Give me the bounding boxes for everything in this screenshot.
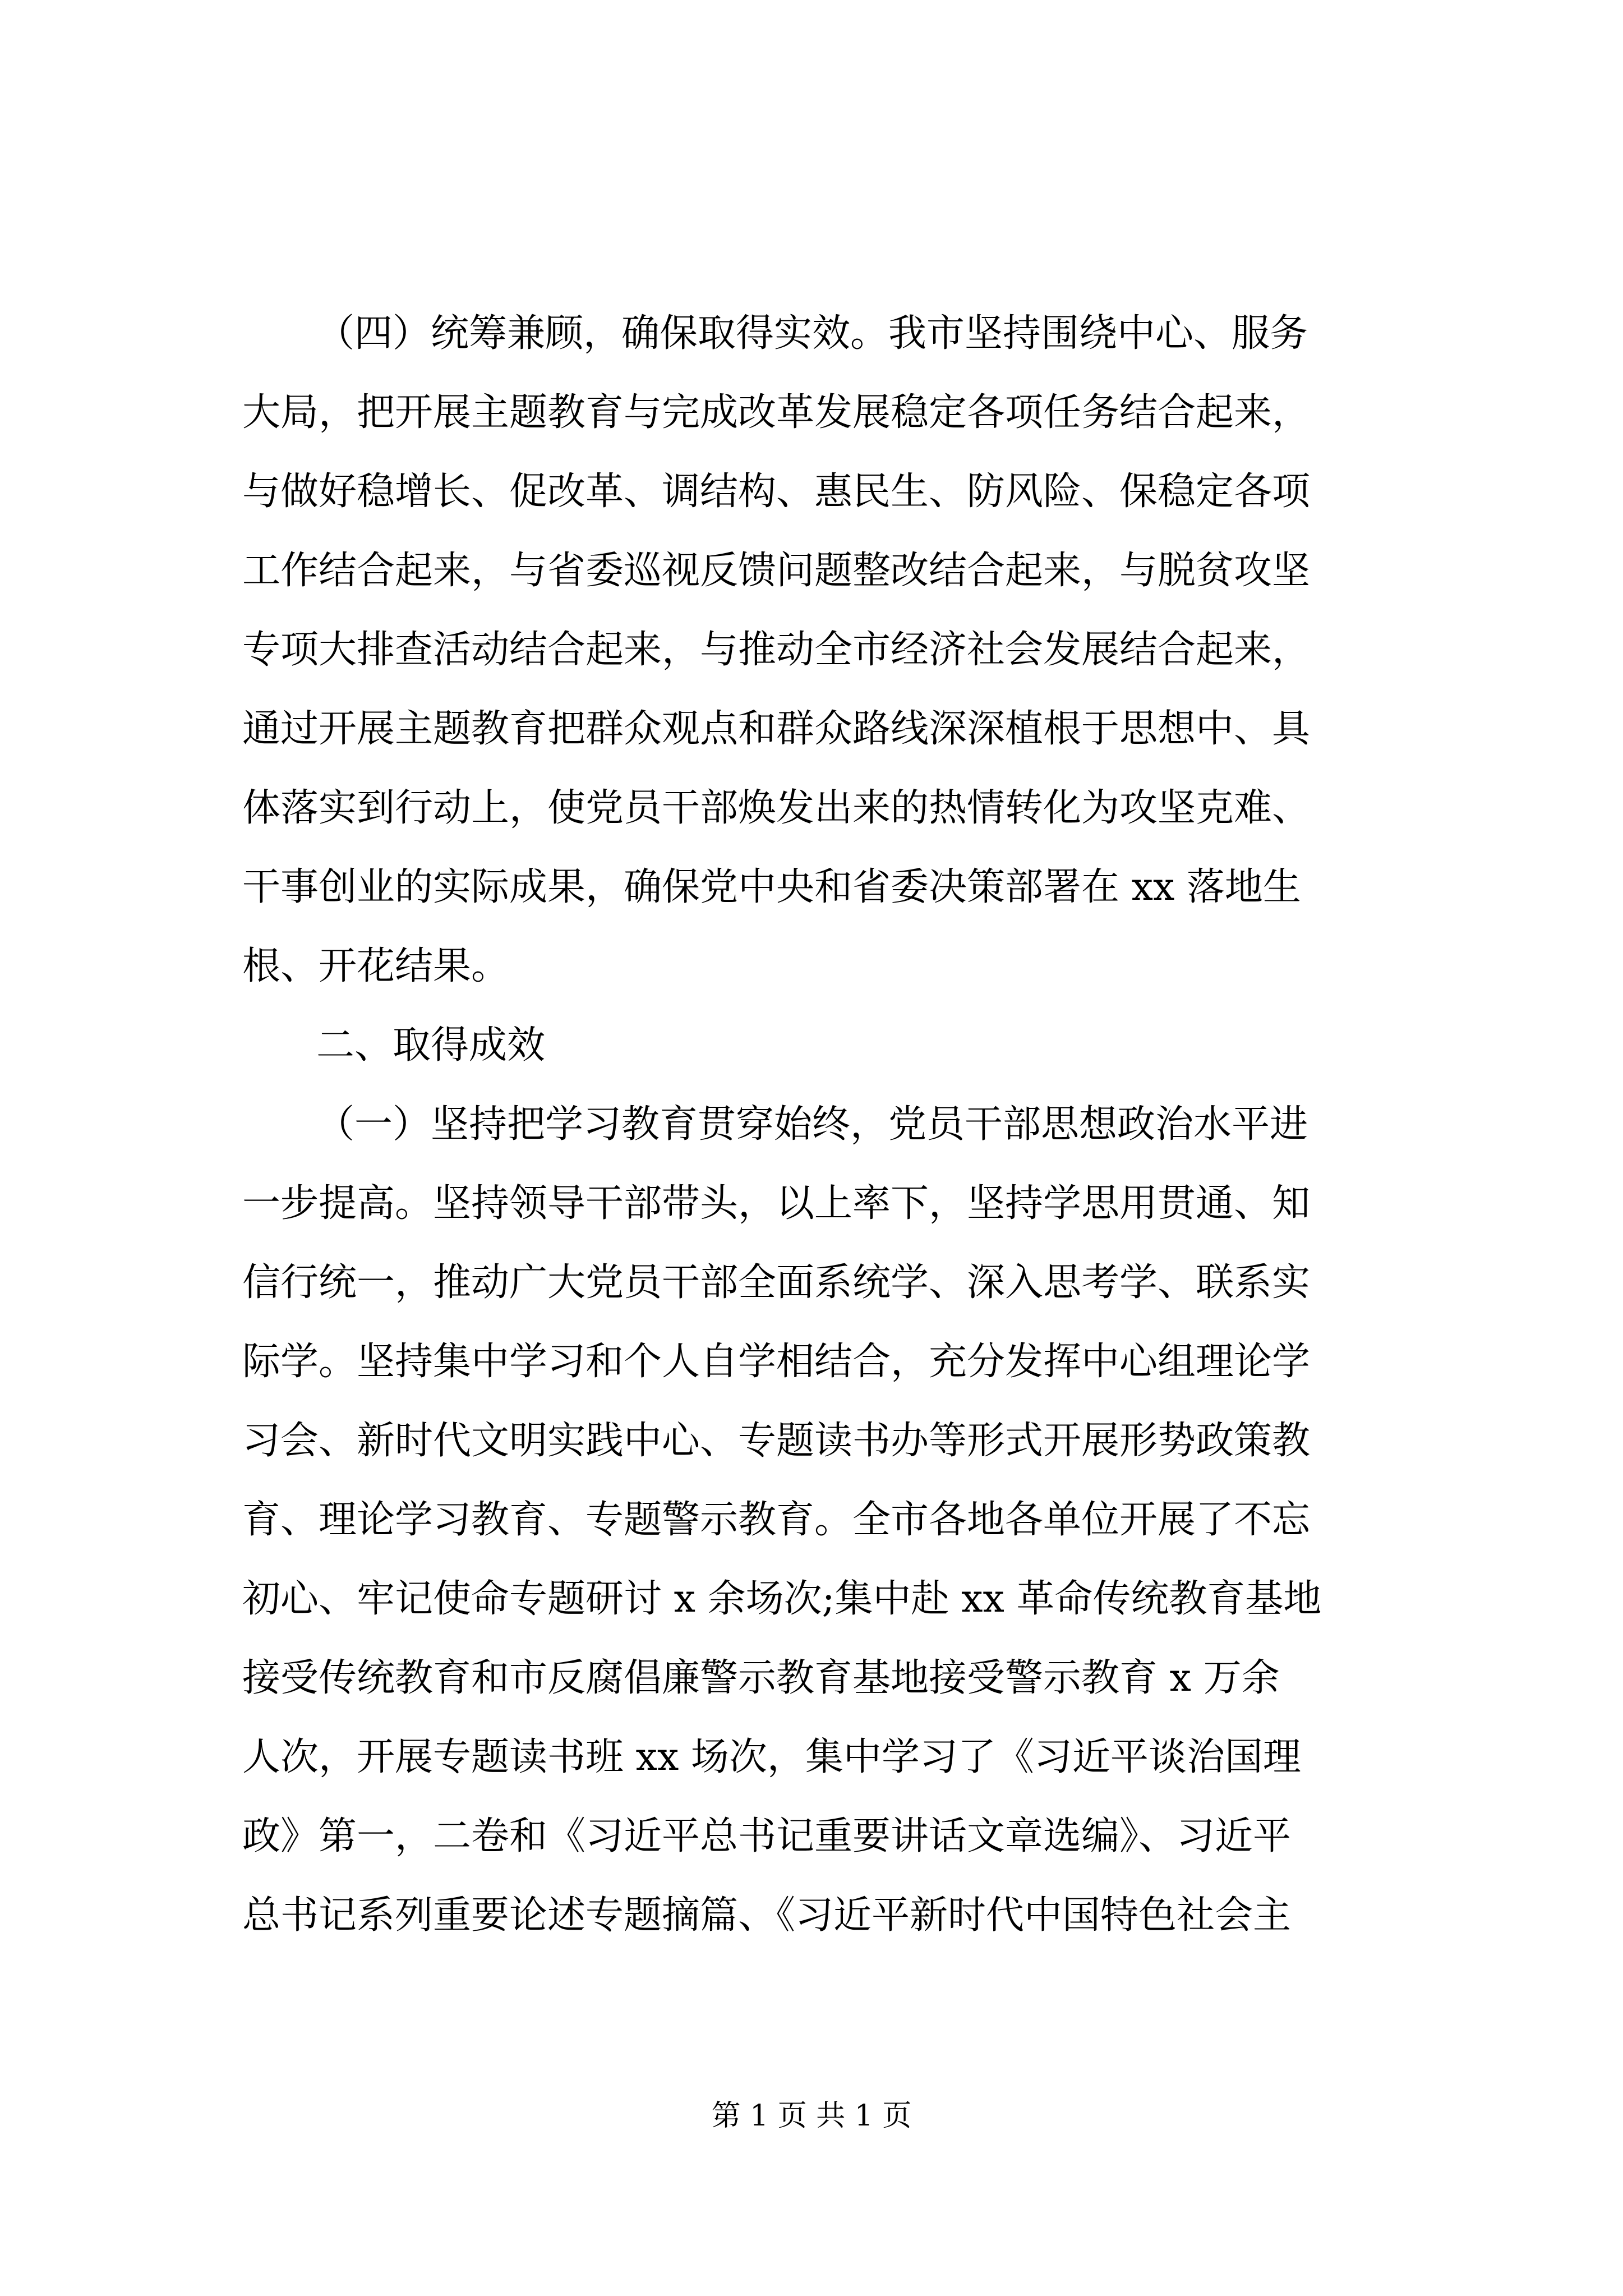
text-line: 人次，开展专题读书班 xx 场次，集中学习了《习近平谈治国理 bbox=[242, 1735, 1301, 1779]
text-line: 与做好稳增长、促改革、调结构、惠民生、防风险、保稳定各项 bbox=[242, 470, 1311, 514]
text-line: 工作结合起来，与省委巡视反馈问题整改结合起来，与脱贫攻坚 bbox=[242, 549, 1311, 593]
text-line: 习会、新时代文明实践中心、专题读书办等形式开展形势政策教 bbox=[242, 1419, 1311, 1463]
text-line: 接受传统教育和市反腐倡廉警示教育基地接受警示教育 x 万余 bbox=[242, 1656, 1280, 1700]
text-line: 大局，把开展主题教育与完成改革发展稳定各项任务结合起来， bbox=[242, 390, 1311, 435]
text-line: 育、理论学习教育、专题警示教育。全市各地各单位开展了不忘 bbox=[242, 1498, 1311, 1542]
page-number-label: 第 1 页 共 1 页 bbox=[711, 2099, 912, 2133]
text-line: 政》第一，二卷和《习近平总书记重要讲话文章选编》、习近平 bbox=[242, 1814, 1292, 1858]
text-line: 信行统一，推动广大党员干部全面系统学、深入思考学、联系实 bbox=[242, 1260, 1311, 1305]
text-line: 总书记系列重要论述专题摘篇、《习近平新时代中国特色社会主 bbox=[242, 1893, 1292, 1938]
text-line: 一步提高。坚持领导干部带头，以上率下，坚持学思用贯通、知 bbox=[242, 1181, 1311, 1226]
text-line: 体落实到行动上，使党员干部焕发出来的热情转化为攻坚克难、 bbox=[242, 786, 1311, 830]
text-line: 际学。坚持集中学习和个人自学相结合，充分发挥中心组理论学 bbox=[242, 1340, 1311, 1384]
section-heading: 二、取得成效 bbox=[316, 1023, 546, 1068]
text-line: 干事创业的实际成果，确保党中央和省委决策部署在 xx 落地生 bbox=[242, 865, 1301, 909]
page-footer bbox=[0, 2098, 1623, 2134]
text-line: （一）坚持把学习教育贯穿始终，党员干部思想政治水平进 bbox=[316, 1102, 1308, 1147]
text-line: 初心、牢记使命专题研讨 x 余场次;集中赴 xx 革命传统教育基地 bbox=[242, 1577, 1322, 1621]
text-line: 根、开花结果。 bbox=[242, 944, 510, 988]
text-line: 专项大排查活动结合起来，与推动全市经济社会发展结合起来， bbox=[242, 628, 1311, 672]
text-line: 通过开展主题教育把群众观点和群众路线深深植根于思想中、具 bbox=[242, 707, 1311, 751]
text-line: （四）统筹兼顾，确保取得实效。我市坚持围绕中心、服务 bbox=[316, 311, 1308, 356]
